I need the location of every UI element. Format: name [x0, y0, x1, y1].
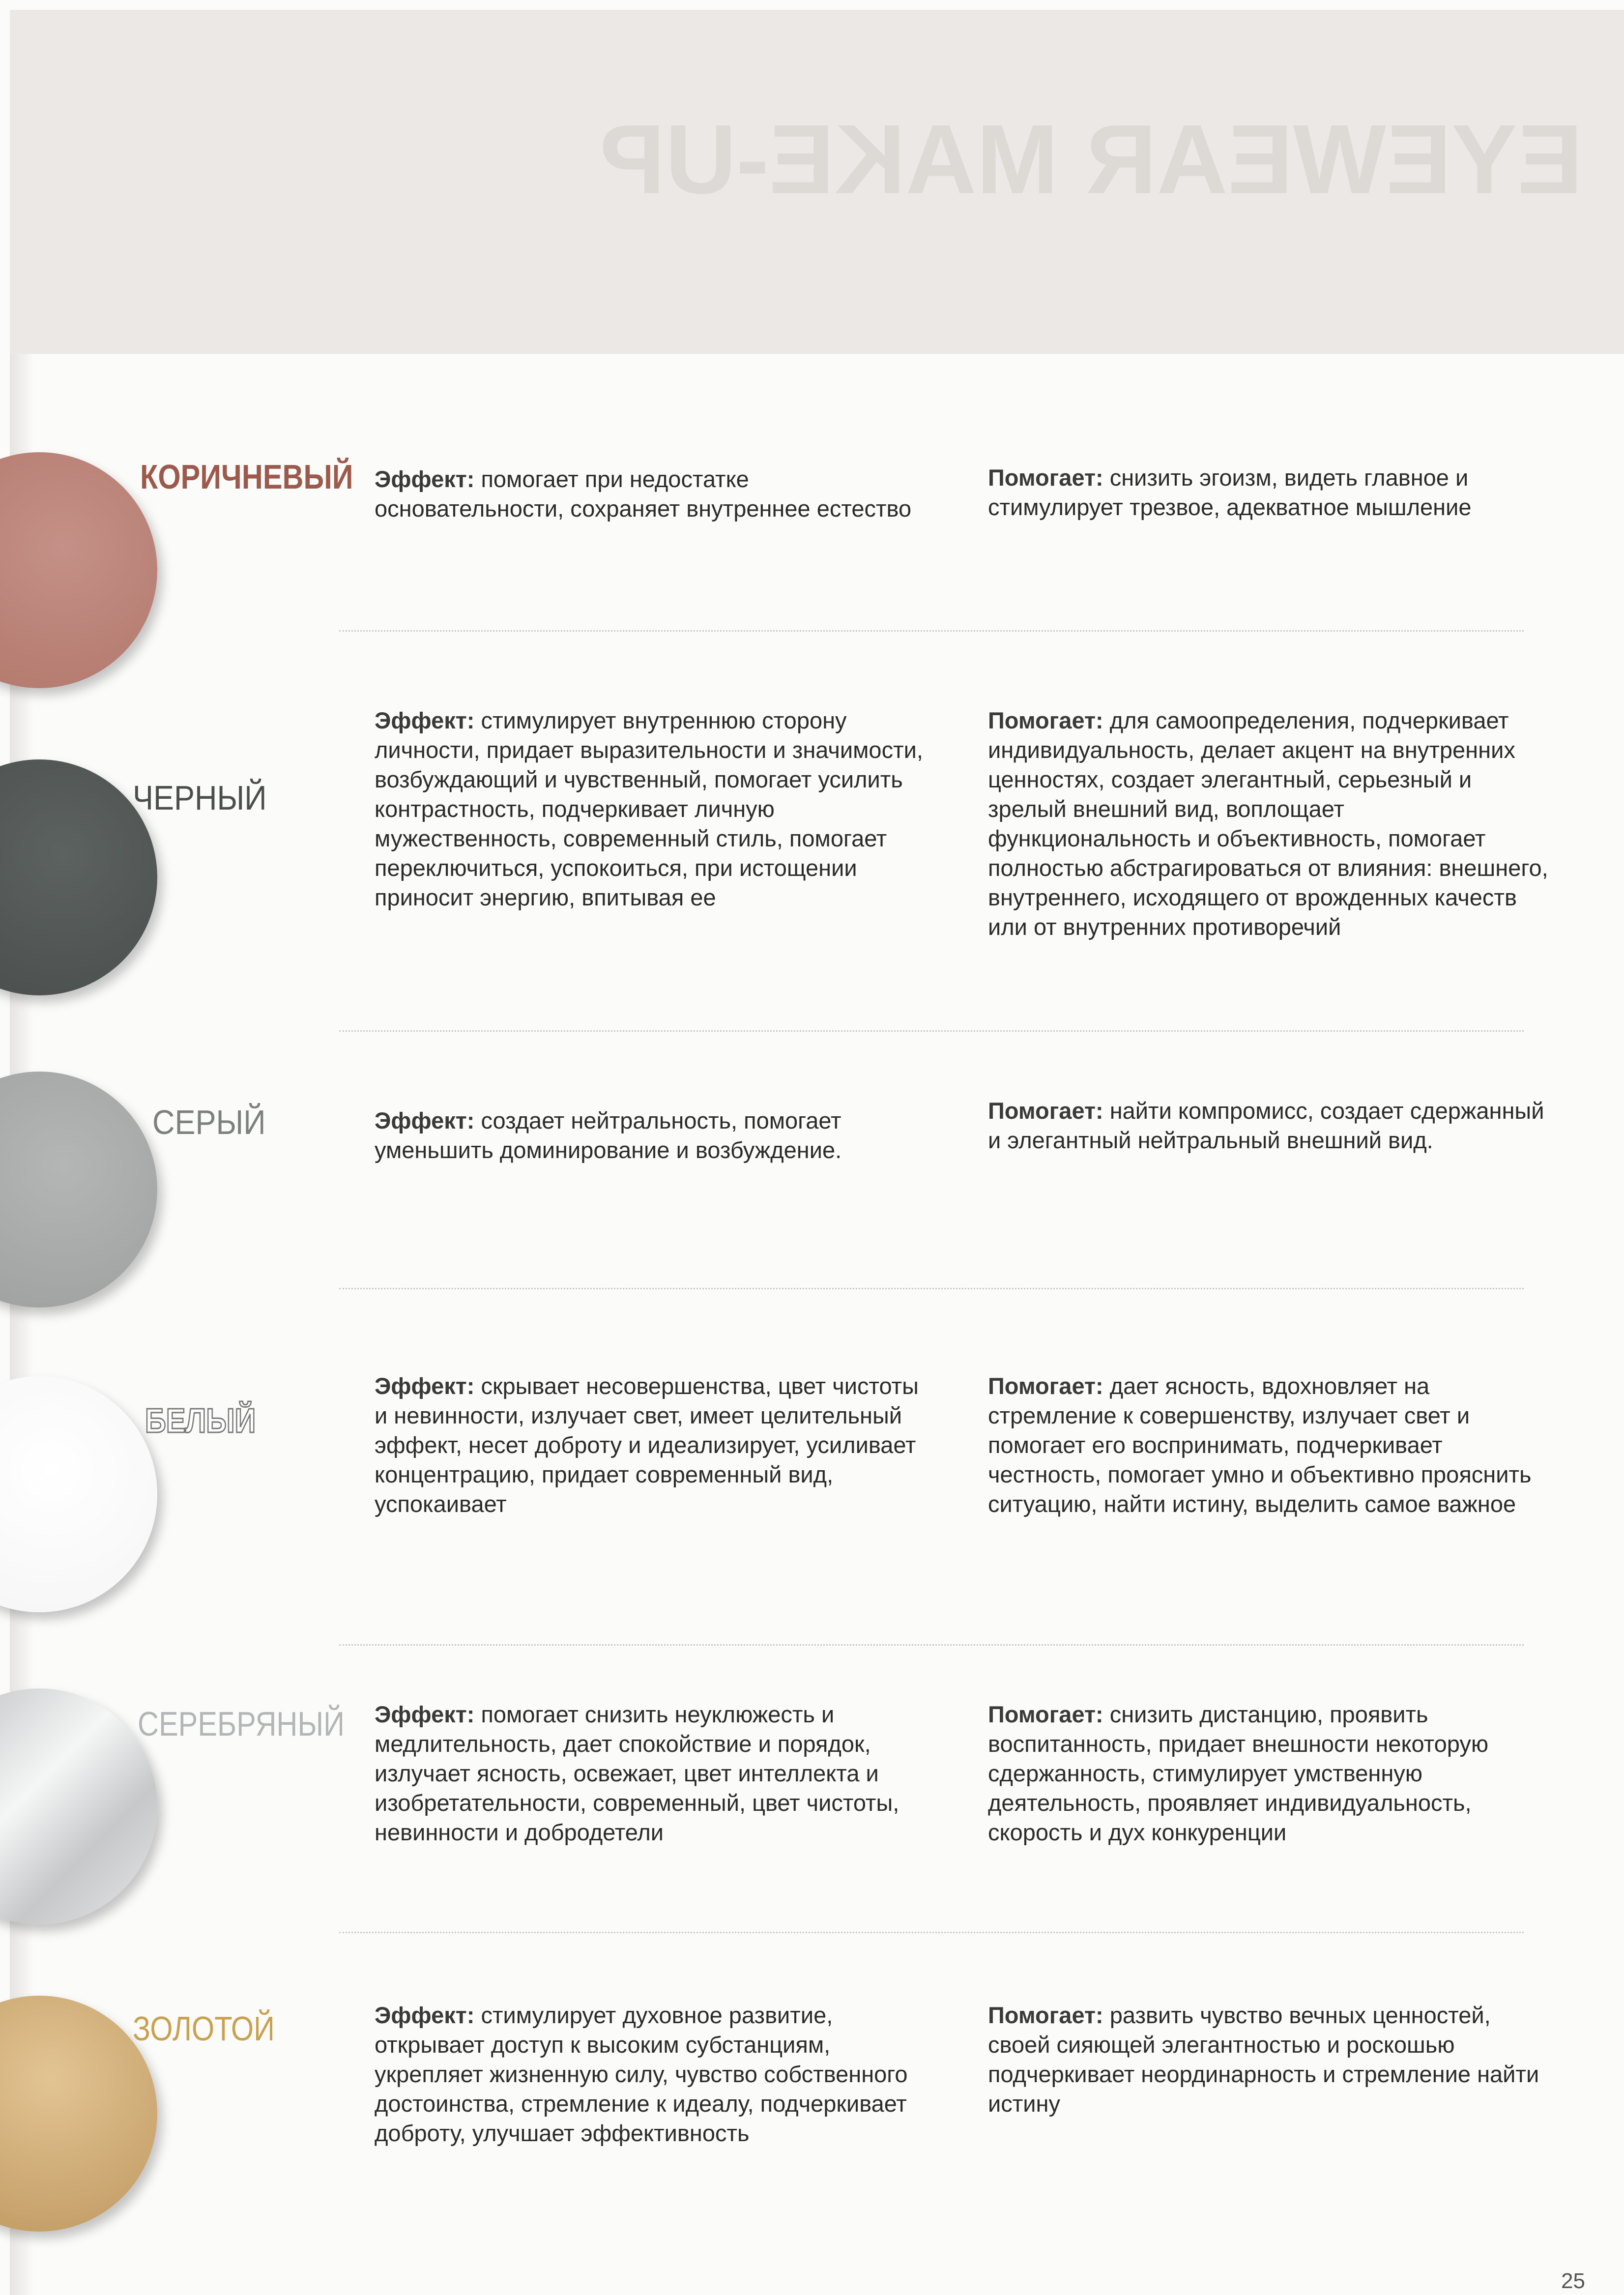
section-divider	[339, 630, 1524, 632]
page-number: 25	[1561, 2269, 1585, 2293]
helps-label: Помогает:	[988, 1701, 1103, 1727]
effect-label: Эффект:	[375, 707, 475, 733]
helps-label: Помогает:	[988, 2002, 1103, 2028]
helps-text-gold	[988, 2001, 1548, 2119]
section-divider	[339, 1932, 1524, 1933]
swatch-grey	[0, 1072, 157, 1307]
effect-label: Эффект:	[375, 2002, 475, 2028]
effect-label: Эффект:	[375, 1373, 475, 1399]
helps-text-black	[988, 706, 1548, 942]
helps-text-silver	[988, 1700, 1548, 1847]
header-ghost-text: EYEWEAR MAKE-UP	[599, 105, 1583, 214]
color-name-white: БЕЛЫЙ	[145, 1401, 256, 1440]
effect-description: помогает при недостатке основательности, сохраняет внутреннее естество	[375, 466, 912, 522]
section-divider	[339, 1288, 1524, 1289]
effect-text-grey	[375, 1106, 930, 1165]
helps-label: Помогает:	[988, 707, 1103, 733]
color-name-silver: СЕРЕБРЯНЫЙ	[138, 1705, 345, 1743]
effect-description: стимулирует внутреннюю сторону личности, придает выразительности и значимости, возбуждающий и чувственный, помогает усилить контрастность, подчеркивает личную мужественность, современный стиль, помогает переключиться, успокоиться, при истощении приносит энергию, впитывая ее	[375, 707, 923, 910]
color-name-grey: СЕРЫЙ	[152, 1103, 266, 1141]
helps-text-white	[988, 1371, 1548, 1519]
helps-description: снизить эгоизм, видеть главное и стимулирует трезвое, адекватное мышление	[988, 465, 1472, 520]
effect-text-brown	[375, 465, 930, 523]
helps-description: развить чувство вечных ценностей, своей сияющей элегантностью и роскошью подчеркивает неординарность и стремление найти истину	[988, 2002, 1539, 2117]
color-name-black: ЧЕРНЫЙ	[133, 779, 267, 817]
effect-text-white	[375, 1371, 930, 1519]
header-band	[10, 10, 1624, 354]
effect-description: скрывает несовершенства, цвет чистоты и невинности, излучает свет, имеет целительный эффект, несет доброту и идеализирует, усиливает концентрацию, придает современный вид, успокаивает	[375, 1373, 919, 1517]
effect-label: Эффект:	[375, 1107, 475, 1133]
helps-description: снизить дистанцию, проявить воспитанность, придает внешности некоторую сдержанность, стимулирует умственную деятельность, проявляет индивидуальность, скорость и дух конкуренции	[988, 1701, 1489, 1845]
helps-text-grey	[988, 1096, 1548, 1155]
helps-label: Помогает:	[988, 1098, 1103, 1124]
color-name-brown: КОРИЧНЕВЫЙ	[140, 458, 353, 496]
effect-text-gold	[375, 2001, 930, 2148]
effect-text-silver	[375, 1700, 930, 1847]
helps-description: для самоопределения, подчеркивает индивидуальность, делает акцент на внутренних ценностях, создает элегантный, серьезный и зрелый внешний вид, воплощает функциональность и объективность, помогает полностью абстрагироваться от влияния: внешнего, внутреннего, исходящего от врожденных качеств или от внутренних противоречий	[988, 707, 1548, 940]
effect-label: Эффект:	[375, 466, 475, 492]
effect-description: помогает снизить неуклюжесть и медлительность, дает спокойствие и порядок, излучает ясность, освежает, цвет интеллекта и изобретательности, современный, цвет чистоты, невинности и добродетели	[375, 1701, 899, 1845]
effect-label: Эффект:	[375, 1701, 475, 1727]
helps-description: найти компромисс, создает сдержанный и элегантный нейтральный внешний вид.	[988, 1098, 1544, 1153]
swatch-silver	[0, 1688, 157, 1924]
color-name-gold: ЗОЛОТОЙ	[133, 2009, 275, 2048]
helps-text-brown	[988, 463, 1548, 522]
swatch-brown	[0, 452, 157, 688]
section-divider	[339, 1644, 1524, 1646]
effect-description: стимулирует духовное развитие, открывает доступ к высоким субстанциям, укрепляет жизненную силу, чувство собственного достоинства, стремление к идеалу, подчеркивает доброту, улучшает эффективность	[375, 2002, 908, 2146]
helps-label: Помогает:	[988, 1373, 1103, 1399]
effect-text-black	[375, 706, 930, 912]
helps-label: Помогает:	[988, 465, 1103, 491]
effect-description: создает нейтральность, помогает уменьшить доминирование и возбуждение.	[375, 1107, 842, 1163]
helps-description: дает ясность, вдохновляет на стремление к совершенству, излучает свет и помогает его воспринимать, подчеркивает честность, помогает умно и объективно прояснить ситуацию, найти истину, выделить самое важное	[988, 1373, 1532, 1517]
section-divider	[339, 1030, 1524, 1032]
swatch-white	[0, 1376, 157, 1612]
